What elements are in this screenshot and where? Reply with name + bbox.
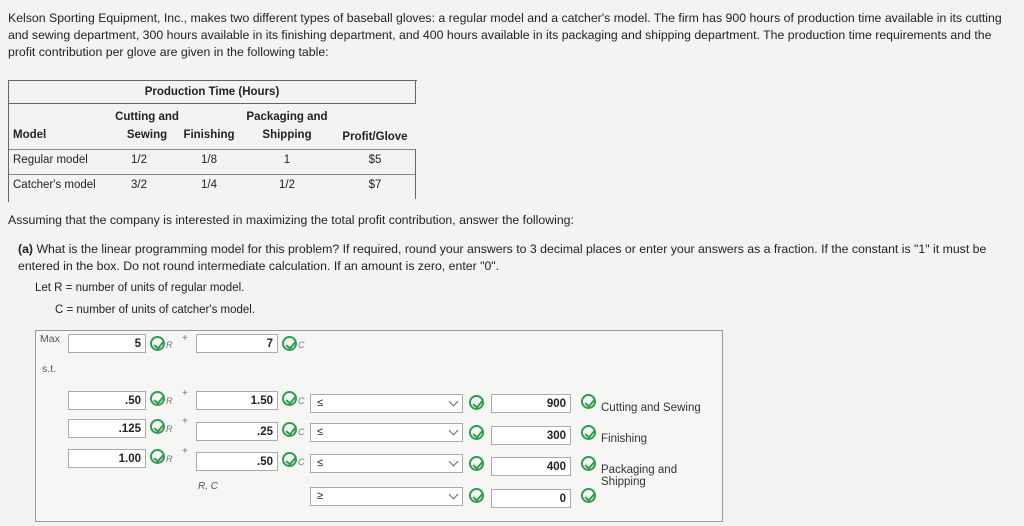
check-icon <box>469 456 484 471</box>
plus-sign: + <box>182 416 188 427</box>
var-c-label: C <box>298 396 305 406</box>
constraint-1-r-input[interactable]: .50 <box>68 391 146 410</box>
constraint-2-c-input[interactable]: .25 <box>196 422 278 441</box>
constraint-3-sign-select[interactable] <box>310 454 463 473</box>
cell-finishing: 1/4 <box>201 179 217 191</box>
constraint-3-c-input[interactable]: .50 <box>196 452 278 471</box>
constraint-2-r-input[interactable]: .125 <box>68 419 146 438</box>
production-table <box>8 80 417 202</box>
sign-value: ≤ <box>317 397 324 409</box>
check-icon <box>150 449 165 464</box>
question-a-label: (a) <box>18 242 34 256</box>
problem-intro: Kelson Sporting Equipment, Inc., makes two different types of baseball gloves: a regular model and a catcher's model. The firm has 900 hours of production time available in its cutting and sewing department, 300 hours available in its finishing department, and 400 hours available in its packaging and shipping department. The production time requirements and the profit contribution per glove are given in the following table: <box>8 11 1002 59</box>
var-c-label: C <box>298 427 305 437</box>
header-cutting-2: Sewing <box>126 129 168 141</box>
chevron-down-icon <box>449 397 459 407</box>
check-icon <box>282 391 297 406</box>
constraint-1-rhs-input[interactable]: 900 <box>491 394 571 413</box>
table-row-catcher <box>9 174 416 199</box>
nonneg-sign-select[interactable] <box>310 487 463 506</box>
chevron-down-icon <box>449 426 459 436</box>
header-cutting-1: Cutting and <box>115 111 179 123</box>
lp-model-box <box>35 330 723 522</box>
constraint-2-name: Finishing <box>601 433 648 445</box>
row-model: Catcher's model <box>13 179 96 191</box>
var-r-label: R <box>166 340 173 350</box>
plus-sign: + <box>182 333 188 344</box>
st-label: s.t. <box>42 363 57 375</box>
check-icon <box>581 488 596 503</box>
constraint-1-name: Cutting and Sewing <box>601 402 701 414</box>
cell-cutting: 3/2 <box>131 179 147 191</box>
constraint-1-sign-select[interactable] <box>310 394 463 413</box>
cell-cutting: 1/2 <box>131 154 147 166</box>
check-icon <box>581 425 596 440</box>
var-r-label: R <box>166 424 173 434</box>
check-icon <box>150 391 165 406</box>
cell-profit: $7 <box>368 179 382 191</box>
constraint-2-sign-select[interactable] <box>310 423 463 442</box>
constraint-1-c-input[interactable]: 1.50 <box>196 391 278 410</box>
constraint-2-rhs-input[interactable]: 300 <box>491 426 571 445</box>
cell-packaging: 1 <box>283 154 291 166</box>
plus-sign: + <box>182 446 188 457</box>
constraint-3-rhs-input[interactable]: 400 <box>491 457 571 476</box>
sign-value: ≤ <box>317 426 324 438</box>
var-r-label: R <box>166 396 173 406</box>
cell-finishing: 1/8 <box>201 154 217 166</box>
question-a <box>18 241 1008 275</box>
objective-r-input[interactable]: 5 <box>68 334 146 353</box>
plus-sign: + <box>182 388 188 399</box>
assumption-text: Assuming that the company is interested in maximizing the total profit contribution, answer the following: <box>8 213 574 227</box>
check-icon <box>469 425 484 440</box>
var-c-label: C <box>298 457 305 467</box>
nonneg-vars-label: R, C <box>198 481 218 492</box>
header-model: Model <box>13 129 47 141</box>
cell-packaging: 1/2 <box>279 179 295 191</box>
sign-value: ≥ <box>317 490 324 502</box>
objective-c-input[interactable]: 7 <box>196 334 278 353</box>
check-icon <box>282 336 297 351</box>
var-r-label: R <box>166 454 173 464</box>
header-profit: Profit/Glove <box>342 131 408 143</box>
chevron-down-icon <box>449 490 459 500</box>
nonneg-rhs-input[interactable]: 0 <box>491 489 571 508</box>
max-label: Max <box>40 333 60 345</box>
check-icon <box>469 488 484 503</box>
chevron-down-icon <box>449 457 459 467</box>
check-icon <box>150 336 165 351</box>
let-r-definition: Let R = number of units of regular model. <box>35 282 245 294</box>
check-icon <box>282 452 297 467</box>
var-c-label: C <box>298 340 305 350</box>
check-icon <box>282 422 297 437</box>
header-packaging-1: Packaging and <box>246 111 328 123</box>
check-icon <box>150 419 165 434</box>
check-icon <box>581 394 596 409</box>
header-finishing: Finishing <box>183 129 235 141</box>
sign-value: ≤ <box>317 457 324 469</box>
table-title: Production Time (Hours) <box>9 81 416 104</box>
row-model: Regular model <box>13 154 88 166</box>
check-icon <box>581 456 596 471</box>
constraint-3-name: Packaging and Shipping <box>601 464 678 488</box>
let-c-definition: C = number of units of catcher's model. <box>55 304 256 316</box>
question-a-text: What is the linear programming model for this problem? If required, round your answers to 3 decimal places or enter your answers as a fraction. If the constant is "1" it must be entered in the box. Do not round intermediate calculation. If an amount is zero, enter "0". <box>18 242 987 273</box>
header-packaging-2: Shipping <box>262 129 312 141</box>
check-icon <box>469 395 484 410</box>
constraint-3-r-input[interactable]: 1.00 <box>68 449 146 468</box>
table-row-regular <box>9 149 416 174</box>
cell-profit: $5 <box>368 154 382 166</box>
